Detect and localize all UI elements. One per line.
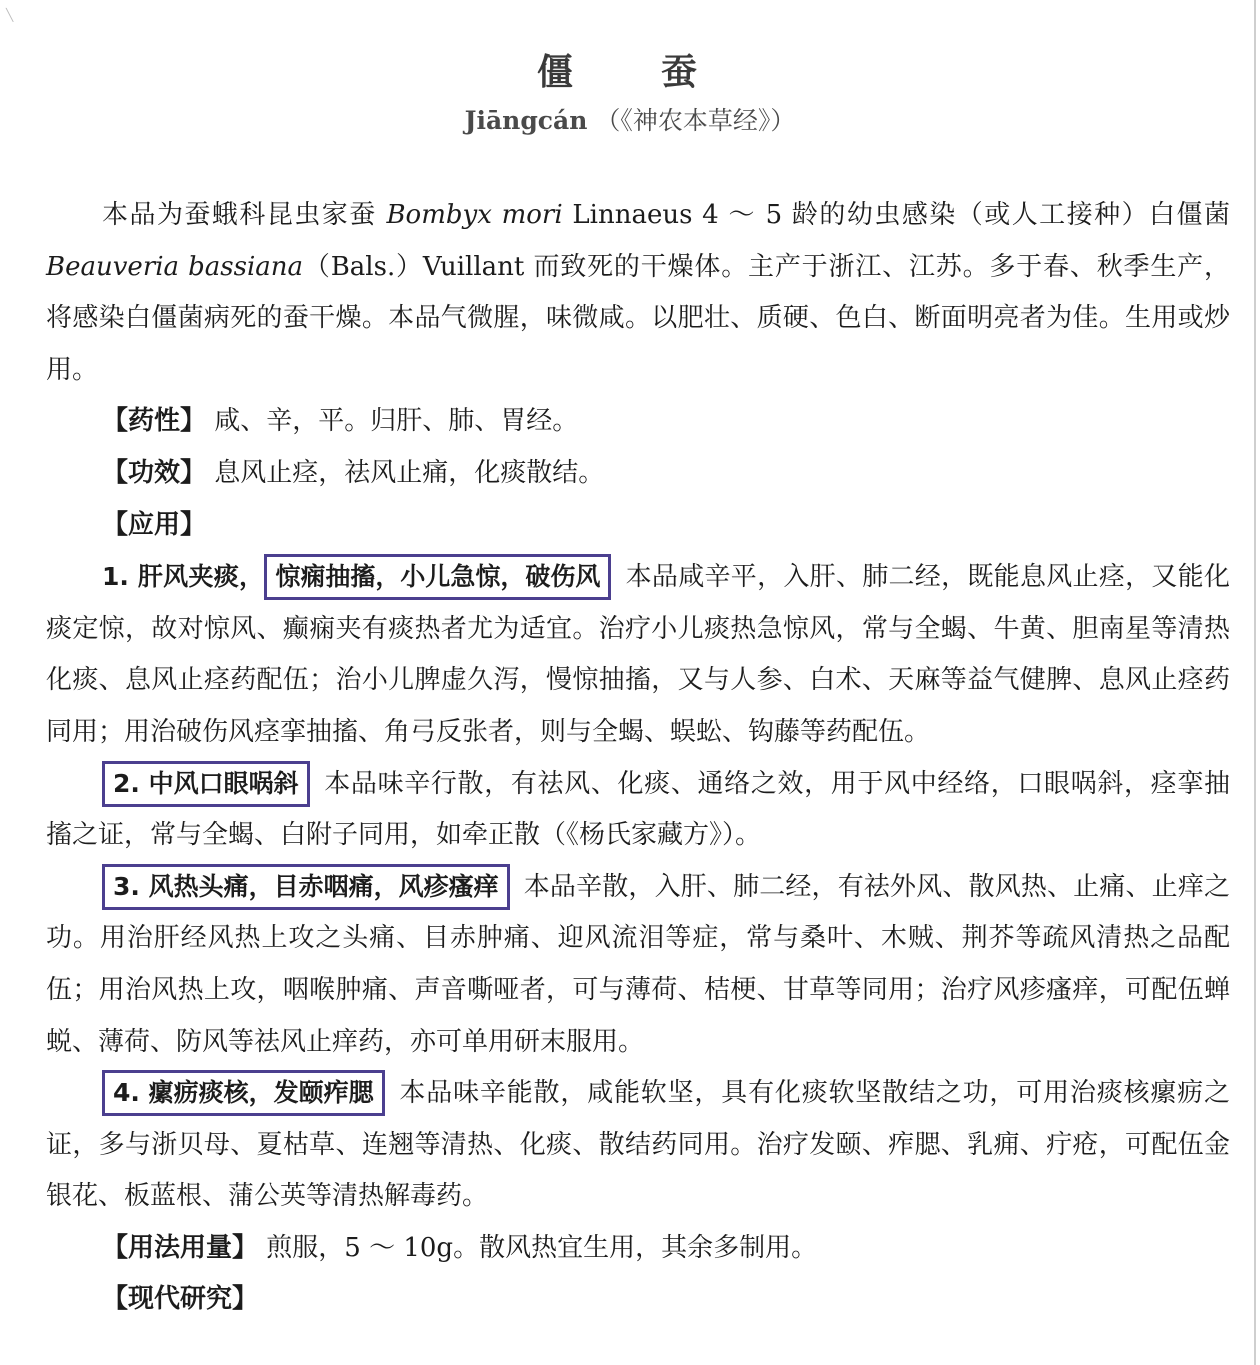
application-item-2: [46, 759, 1230, 862]
properties-paragraph: [46, 396, 1230, 448]
research-heading: [46, 1274, 1230, 1326]
scan-corner-mark: ╲: [6, 8, 14, 22]
item-4-text: 本品味辛能散，咸能软坚，具有化痰软坚散结之功，可用治痰核瘰疬之证，多与浙贝母、夏枯草、连翘等清热、化痰、散结药同用。治疗发颐、痄腮、乳痈、疔疮，可配伍金银花、板蓝根、蒲公英等清热解毒药。: [46, 1078, 1230, 1212]
research-label: 【现代研究】: [102, 1284, 259, 1315]
item-3-highlight-box: 3. 风热头痛，目赤咽痛，风疹瘙痒: [102, 864, 510, 910]
entry-subtitle: [0, 101, 1260, 137]
dosage-label: 【用法用量】: [102, 1232, 259, 1263]
intro-text-2: Linnaeus 4 ～ 5 龄的幼虫感染（或人工接种）白僵菌: [562, 200, 1230, 230]
properties-label: 【药性】: [102, 406, 207, 437]
latin-name-silkworm: Bombyx mori: [386, 200, 563, 230]
efficacy-paragraph: [46, 448, 1230, 500]
intro-text-3: （Bals.）Vuillant 而致死的干燥体。主产于浙江、江苏。多于春、秋季生产，将感染白僵菌病死的蚕干燥。本品气微腥，味微咸。以肥壮、质硬、色白、断面明亮者为佳。生用或炒用。: [46, 251, 1231, 385]
pinyin-name: Jiāngcán: [464, 106, 588, 135]
dosage-text: 煎服，5 ～ 10g。散风热宜生用，其余多制用。: [266, 1232, 818, 1263]
application-heading: [46, 500, 1230, 552]
item-2-highlight-box: 2. 中风口眼㖞斜: [102, 761, 310, 807]
intro-paragraph: [46, 190, 1230, 396]
item-2-text: 本品味辛行散，有祛风、化痰、通络之效，用于风中经络，口眼㖞斜，痉挛抽搐之证，常与全蝎、白附子同用，如牵正散（《杨氏家藏方》）。: [46, 768, 1230, 851]
page-edge: [1254, 0, 1256, 1365]
efficacy-text: 息风止痉，祛风止痛，化痰散结。: [214, 457, 605, 488]
latin-name-fungus: Beauveria bassiana: [46, 251, 304, 282]
efficacy-label: 【功效】: [102, 457, 207, 488]
entry-body: [46, 190, 1230, 1326]
application-label: 【应用】: [102, 509, 207, 540]
item-4-highlight-box: 4. 瘰疬痰核，发颐痄腮: [102, 1070, 385, 1116]
dosage-paragraph: [46, 1223, 1230, 1275]
source-book: （《神农本草经》）: [595, 106, 796, 135]
item-1-prefix: 1. 肝风夹痰，: [102, 562, 265, 592]
intro-text-1: 本品为蚕蛾科昆虫家蚕: [102, 200, 387, 230]
entry-title: 僵 蚕: [536, 51, 723, 93]
application-item-4: [46, 1068, 1230, 1223]
item-1-text: 本品咸辛平，入肝、肺二经，既能息风止痉，又能化痰定惊，故对惊风、癫痫夹有痰热者尤为适宜。治疗小儿痰热急惊风，常与全蝎、牛黄、胆南星等清热化痰、息风止痉药配伍；治小儿脾虚久泻，慢惊抽搐，又与人参、白术、天麻等益气健脾、息风止痉药同用；用治破伤风痉挛抽搐、角弓反张者，则与全蝎、蜈蚣、钩藤等药配伍。: [46, 562, 1230, 747]
application-item-1: [46, 551, 1230, 758]
item-1-highlight-box: 惊痫抽搐，小儿急惊，破伤风: [264, 554, 611, 600]
application-item-3: [46, 862, 1230, 1068]
item-3-text: 本品辛散，入肝、肺二经，有祛外风、散风热、止痛、止痒之功。用治肝经风热上攻之头痛、目赤肿痛、迎风流泪等症，常与桑叶、木贼、荆芥等疏风清热之品配伍；用治风热上攻，咽喉肿痛、声音嘶哑者，可与薄荷、桔梗、甘草等同用；治疗风疹瘙痒，可配伍蝉蜕、薄荷、防风等祛风止痒药，亦可单用研末服用。: [46, 871, 1230, 1057]
properties-text: 咸、辛，平。归肝、肺、胃经。: [214, 406, 579, 437]
